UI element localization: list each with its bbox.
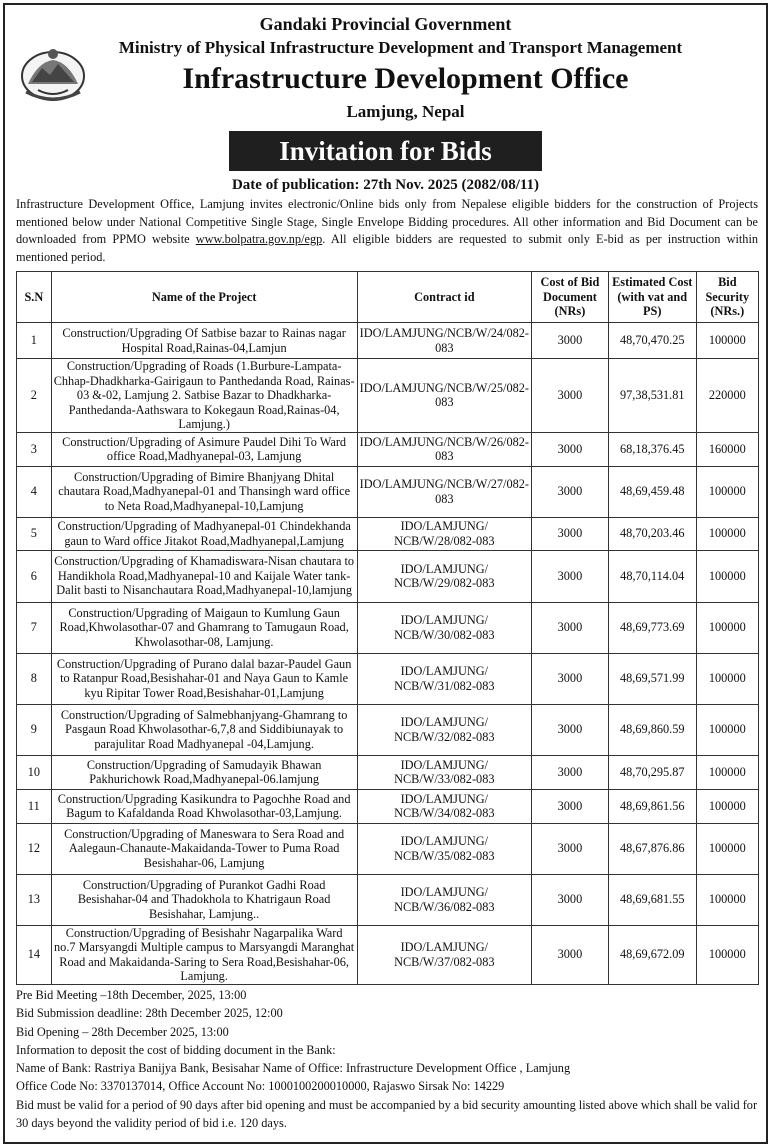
row-contract-id: IDO/LAMJUNG/ NCB/W/29/082-083 (357, 550, 531, 602)
row-sn: 7 (17, 602, 52, 653)
office-code: Office Code No: 3370137014, Office Account No: 1000100200010000, Rajaswo Sirsak No: 14229 (16, 1079, 505, 1094)
table-row (17, 789, 759, 823)
row-bid-security: 100000 (696, 874, 758, 925)
bank-info-title: Information to deposit the cost of bidding document in the Bank: (16, 1042, 336, 1057)
row-bid-doc-cost: 3000 (532, 653, 609, 704)
row-contract-id: IDO/LAMJUNG/ NCB/W/33/082-083 (357, 755, 531, 789)
table-header-row (17, 272, 759, 323)
row-bid-security: 100000 (696, 653, 758, 704)
row-bid-security: 220000 (696, 359, 758, 433)
publication-date: Date of publication: 27th Nov. 2025 (2082/08/11) (231, 177, 540, 193)
submission-deadline: Bid Submission deadline: 28th December 2025, 12:00 (16, 1006, 283, 1021)
footer-info (16, 986, 761, 1132)
table-row (17, 823, 759, 874)
table-row (17, 466, 759, 517)
row-bid-doc-cost: 3000 (532, 359, 609, 433)
row-contract-id: IDO/LAMJUNG/ NCB/W/30/082-083 (357, 602, 531, 653)
row-bid-doc-cost: 3000 (532, 874, 609, 925)
table-row (17, 517, 759, 550)
government-name: Gandaki Provincial Government (259, 14, 512, 34)
header-contract-id: Contract id (357, 272, 531, 323)
table-row (17, 653, 759, 704)
row-bid-security: 100000 (696, 517, 758, 550)
office-name: Infrastructure Development Office (182, 62, 629, 95)
row-project: Construction/Upgrading of Salmebhanjyang-Ghamrang to Pasgaun Road Khwolasothar-6,7,8 and Siddibiunayak to parajulitar Road Madhyanepal -04,Lamjung. (51, 704, 357, 755)
row-contract-id: IDO/LAMJUNG/ NCB/W/36/082-083 (357, 874, 531, 925)
intro-text: Infrastructure Development Office, Lamjung invites electronic/Online bids only from Nepalese eligible bidders for the construction of Projects mentioned below under National Competitive Single Stage, Single Envelope Bidding procedures. All other information and Bid Document can be downloaded from PPMO website (16, 197, 758, 246)
row-bid-security: 160000 (696, 432, 758, 466)
table-row (17, 704, 759, 755)
row-contract-id: IDO/LAMJUNG/NCB/W/24/082-083 (357, 323, 531, 359)
row-sn: 11 (17, 789, 52, 823)
row-project: Construction/Upgrading of Samudayik Bhawan Pakhurichowk Road,Madhyanepal-06.lamjung (51, 755, 357, 789)
row-contract-id: IDO/LAMJUNG/ NCB/W/35/082-083 (357, 823, 531, 874)
row-bid-security: 100000 (696, 789, 758, 823)
row-project: Construction/Upgrading of Asimure Paudel Dihi To Ward office Road,Madhyanepal-03, Lamjung (51, 432, 357, 466)
row-contract-id: IDO/LAMJUNG/ NCB/W/28/082-083 (357, 517, 531, 550)
row-project: Construction/Upgrading of Purankot Gadhi Road Besishahar-04 and Thadokhola to Khatrigaun Road Besishahar, Lamjung.. (51, 874, 357, 925)
row-estimated-cost: 48,69,861.56 (608, 789, 696, 823)
row-project: Construction/Upgrading of Bimire Bhanjyang Dhital chautara Road,Madhyanepal-01 and Thansingh ward office to Neta Road,Madhyanepal-10,Lamjung (51, 466, 357, 517)
bank-name: Name of Bank: Rastriya Banijya Bank, Besisahar Name of Office: Infrastructure Development Office , Lamjung (16, 1061, 571, 1076)
row-sn: 2 (17, 359, 52, 433)
row-sn: 8 (17, 653, 52, 704)
row-bid-security: 100000 (696, 323, 758, 359)
row-contract-id: IDO/LAMJUNG/ NCB/W/32/082-083 (357, 704, 531, 755)
row-project: Construction/Upgrading of Madhyanepal-01 Chindekhanda gaun to Ward office Jitakot Road,Madhyanepal,Lamjung (51, 517, 357, 550)
header-sn: S.N (17, 272, 52, 323)
row-project: Construction/Upgrading of Khamadiswara-Nisan chautara to Handikhola Road,Madhyanepal-10 and Kaijale Water tank-Dalit basti to Nisanchautara Road,Madhyanepal-10,lamjung (51, 550, 357, 602)
row-estimated-cost: 48,70,203.46 (608, 517, 696, 550)
row-contract-id: IDO/LAMJUNG/NCB/W/26/082-083 (357, 432, 531, 466)
row-bid-doc-cost: 3000 (532, 789, 609, 823)
ppmo-link[interactable]: www.bolpatra.gov.np/egp (195, 232, 323, 246)
ministry-name: Ministry of Physical Infrastructure Development and Transport Management (118, 38, 683, 57)
row-bid-doc-cost: 3000 (532, 432, 609, 466)
table-row (17, 359, 759, 433)
row-sn: 3 (17, 432, 52, 466)
table-row (17, 755, 759, 789)
row-bid-security: 100000 (696, 550, 758, 602)
row-sn: 12 (17, 823, 52, 874)
office-location: Lamjung, Nepal (346, 102, 465, 121)
row-sn: 9 (17, 704, 52, 755)
row-sn: 1 (17, 323, 52, 359)
row-estimated-cost: 48,69,672.09 (608, 925, 696, 984)
row-bid-doc-cost: 3000 (532, 517, 609, 550)
bid-validity: Bid must be valid for a period of 90 days after bid opening and must be accompanied by a bid security amounting listed above which shall be valid for 30 days beyond the validity period of bid i.e. 120 days. (16, 1097, 758, 1131)
header-project: Name of the Project (51, 272, 357, 323)
row-project: Construction/Upgrading of Besishahr Nagarpalika Ward no.7 Marsyangdi Multiple campus to Marsyangdi Maranghat Road and Makaidanda-Saring to Sera Road,Besishahar-06, Lamjung. (51, 925, 357, 984)
row-project: Construction/Upgrading of Maneswara to Sera Road and Aalegaun-Chanaute-Makaidanda-Tower to Puma Road Besishahar-06, Lamjung (51, 823, 357, 874)
row-contract-id: IDO/LAMJUNG/NCB/W/27/082-083 (357, 466, 531, 517)
table-row (17, 432, 759, 466)
row-bid-doc-cost: 3000 (532, 755, 609, 789)
row-project: Construction/Upgrading of Purano dalal bazar-Paudel Gaun to Ratanpur Road,Besishahar-01 and Naya Gaun to Kamle kyu Ripitar Tower Road,Besishahar-01,Lamjung (51, 653, 357, 704)
row-bid-security: 100000 (696, 704, 758, 755)
row-estimated-cost: 48,69,860.59 (608, 704, 696, 755)
row-project: Construction/Upgrading Of Satbise bazar to Rainas nagar Hospital Road,Rainas-04,Lamjun (51, 323, 357, 359)
row-contract-id: IDO/LAMJUNG/ NCB/W/34/082-083 (357, 789, 531, 823)
row-bid-security: 100000 (696, 755, 758, 789)
header-bid-doc-cost: Cost of Bid Document (NRs) (532, 272, 609, 323)
row-bid-doc-cost: 3000 (532, 823, 609, 874)
row-estimated-cost: 48,69,571.99 (608, 653, 696, 704)
row-estimated-cost: 48,67,876.86 (608, 823, 696, 874)
row-estimated-cost: 48,69,681.55 (608, 874, 696, 925)
row-estimated-cost: 48,69,773.69 (608, 602, 696, 653)
row-contract-id: IDO/LAMJUNG/ NCB/W/31/082-083 (357, 653, 531, 704)
row-bid-security: 100000 (696, 925, 758, 984)
row-estimated-cost: 48,70,295.87 (608, 755, 696, 789)
row-sn: 5 (17, 517, 52, 550)
row-sn: 6 (17, 550, 52, 602)
row-bid-doc-cost: 3000 (532, 323, 609, 359)
prebid-meeting: Pre Bid Meeting –18th December, 2025, 13:00 (16, 988, 247, 1002)
row-project: Construction/Upgrading of Roads (1.Burbure-Lampata-Chhap-Dhadkharka-Gairigaun to Panthedanda Road, Rainas-03 &-02, Lamjung 2. Satbise Bazar to Dhadkharka-Panthedanda-Aathswara to Kokegaun Road,Rainas-04, Lamjung.) (51, 359, 357, 433)
table-row (17, 550, 759, 602)
table-row (17, 925, 759, 984)
header-estimated-cost: Estimated Cost (with vat and PS) (608, 272, 696, 323)
projects-table (16, 271, 759, 985)
intro-text-end: . All eligible bidders are requested to submit only E-bid as per instruction within mentioned period. (16, 232, 759, 264)
row-sn: 13 (17, 874, 52, 925)
intro-paragraph (16, 196, 758, 266)
row-bid-doc-cost: 3000 (532, 925, 609, 984)
row-bid-security: 100000 (696, 602, 758, 653)
row-estimated-cost: 48,69,459.48 (608, 466, 696, 517)
header-bid-security: Bid Security (NRs.) (696, 272, 758, 323)
table-row (17, 323, 759, 359)
row-bid-doc-cost: 3000 (532, 550, 609, 602)
row-bid-security: 100000 (696, 466, 758, 517)
row-bid-doc-cost: 3000 (532, 602, 609, 653)
row-project: Construction/Upgrading of Maigaun to Kumlung Gaun Road,Khwolasothar-07 and Ghamrang to Tamugaun Road, Khwolasothar-08, Lamjung. (51, 602, 357, 653)
invitation-banner: Invitation for Bids (229, 131, 542, 171)
row-contract-id: IDO/LAMJUNG/ NCB/W/37/082-083 (357, 925, 531, 984)
row-project: Construction/Upgrading Kasikundra to Pagochhe Road and Bagum to Kafaldanda Road Khwolasothar-03,Lamjung. (51, 789, 357, 823)
bid-opening: Bid Opening – 28th December 2025, 13:00 (16, 1024, 229, 1039)
row-estimated-cost: 48,70,114.04 (608, 550, 696, 602)
row-sn: 14 (17, 925, 52, 984)
row-sn: 10 (17, 755, 52, 789)
row-bid-doc-cost: 3000 (532, 704, 609, 755)
row-bid-security: 100000 (696, 823, 758, 874)
row-bid-doc-cost: 3000 (532, 466, 609, 517)
table-row (17, 602, 759, 653)
row-estimated-cost: 97,38,531.81 (608, 359, 696, 433)
row-sn: 4 (17, 466, 52, 517)
row-estimated-cost: 68,18,376.45 (608, 432, 696, 466)
table-row (17, 874, 759, 925)
row-estimated-cost: 48,70,470.25 (608, 323, 696, 359)
row-contract-id: IDO/LAMJUNG/NCB/W/25/082-083 (357, 359, 531, 433)
